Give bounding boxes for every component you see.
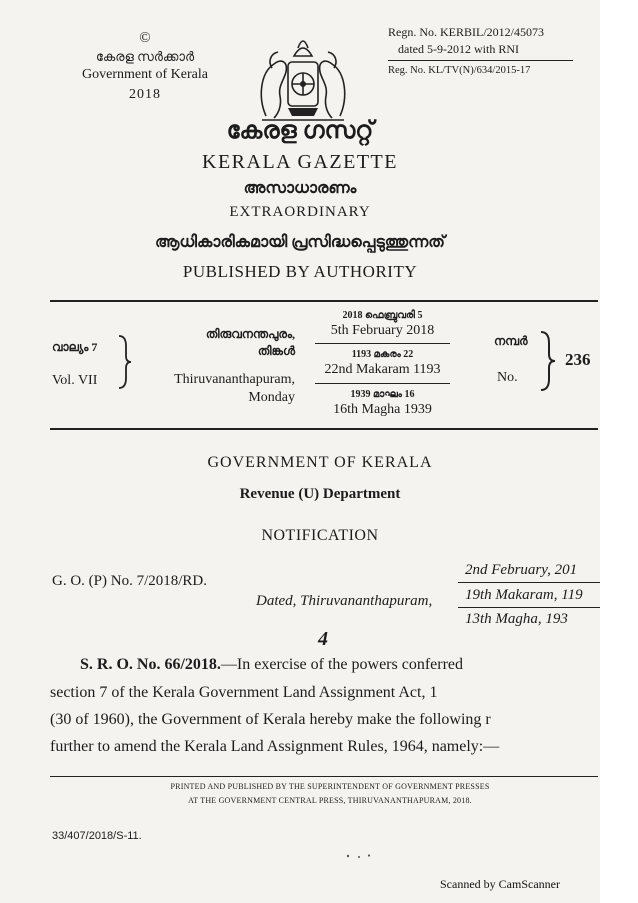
printer-line-1: PRINTED AND PUBLISHED BY THE SUPERINTENDENT OF GOVERNMENT PRESSES [170,782,490,791]
gov-english: Government of Kerala [82,67,208,82]
gazette-title-malayalam: കേരള ഗസറ്റ് [226,118,374,144]
rni-registration: Reg. No. KL/TV(N)/634/2015-17 [388,65,531,76]
day-english: Monday [248,390,295,405]
footer-rule [50,776,598,777]
notification-date-saka: 13th Magha, 193 [465,611,568,627]
sro-number: S. R. O. No. 66/2018. [80,656,221,673]
volume-malayalam: വാല്യം 7 [52,340,98,354]
dateline-rule [50,428,598,430]
date-malayalam-era-english: 22nd Makaram 1193 [324,362,441,377]
notification-heading: NOTIFICATION [261,527,379,544]
date-malayalam-era-malayalam: 1193 മകരം 22 [351,349,414,360]
extraordinary-english: EXTRAORDINARY [229,204,371,220]
scan-speck [345,846,375,852]
day-malayalam: തിങ്കൾ [257,344,295,358]
scan-edge-margin [600,0,638,903]
printer-line-2: AT THE GOVERNMENT CENTRAL PRESS, THIRUVANANTHAPURAM, 2018. [188,796,472,805]
notification-date-malayalam-era: 19th Makaram, 119 [465,587,583,603]
published-malayalam: ആധികാരികമായി പ്രസിദ്ധപ്പെടുത്തുന്നത് [155,234,445,251]
volume-english: Vol. VII [52,373,98,388]
document-code: 33/407/2018/S-11. [52,830,142,842]
date-divider-2 [315,383,450,384]
gazette-number: 236 [565,350,591,369]
date-gregorian-malayalam: 2018 ഫെബ്രുവരി 5 [342,310,423,321]
registration-number: Regn. No. KERBIL/2012/45073 [388,25,544,39]
department-heading: Revenue (U) Department [239,486,401,502]
sro-paragraph-line-1 [80,656,463,674]
registration-date: dated 5-9-2012 with RNI [398,42,519,56]
notification-date-gregorian: 2nd February, 201 [465,562,578,578]
sro-body-line-3: (30 of 1960), the Government of Kerala hereby make the following r [50,711,491,728]
notification-date-divider-1 [458,582,600,583]
gov-malayalam: കേരള സർക്കാർ [95,49,195,64]
date-saka-malayalam: 1939 മാഘം 16 [350,389,415,400]
sro-body-line-1: —In exercise of the powers conferred [220,656,464,673]
notification-date-divider-2 [458,607,600,608]
place-english: Thiruvananthapuram, [174,372,295,387]
date-gregorian-english: 5th February 2018 [330,323,435,338]
place-malayalam: തിരുവനന്തപുരം, [205,327,295,341]
published-english: PUBLISHED BY AUTHORITY [182,262,418,281]
sro-body-line-4: further to amend the Kerala Land Assignment Rules, 1964, namely:— [50,738,500,755]
sro-body-line-2: section 7 of the Kerala Government Land Assignment Act, 1 [50,684,438,701]
gov-year: 2018 [129,87,161,102]
number-brace [538,330,556,397]
kerala-emblem [248,28,358,128]
camscanner-watermark: Scanned by CamScanner [440,877,560,891]
number-label-malayalam: നമ്പർ [494,334,528,348]
copyright-symbol: © [139,30,151,46]
masthead-rule [50,300,598,302]
date-divider-1 [315,343,450,344]
dated-label: Dated, Thiruvananthapuram, [256,593,433,609]
header-divider [388,60,573,61]
handwritten-mark: 4 [318,628,328,650]
go-number: G. O. (P) No. 7/2018/RD. [52,573,208,589]
government-heading: GOVERNMENT OF KERALA [207,454,433,471]
gazette-title-english: KERALA GAZETTE [202,151,398,173]
number-label-english: No. [497,370,518,385]
date-saka-english: 16th Magha 1939 [333,402,432,417]
extraordinary-malayalam: അസാധാരണം [243,180,357,197]
volume-brace [116,334,132,395]
